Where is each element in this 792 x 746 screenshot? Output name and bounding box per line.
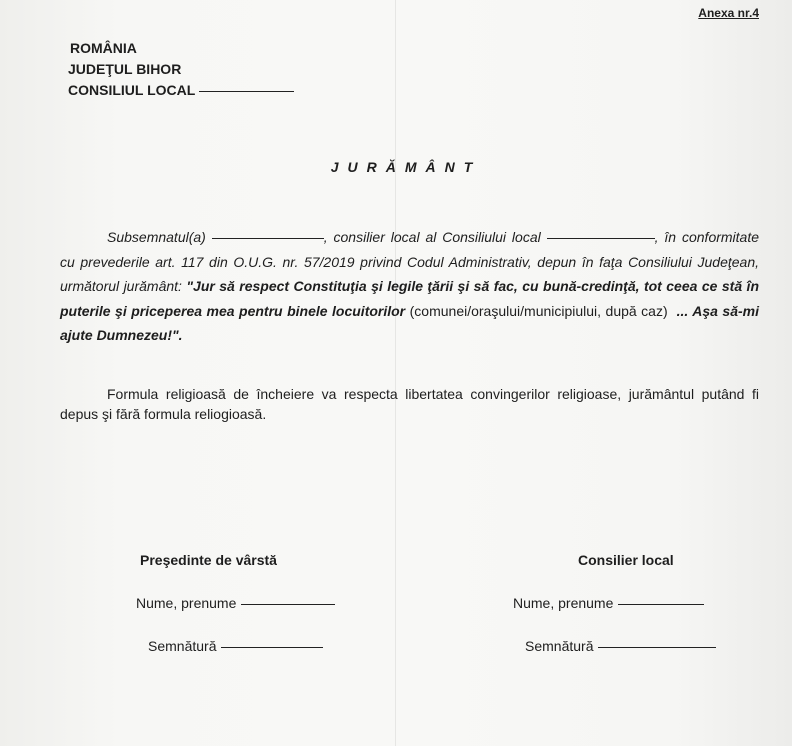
councillor-name-blank	[618, 604, 704, 605]
header-council: CONSILIUL LOCAL	[68, 82, 196, 98]
header-county: JUDEŢUL BIHOR	[68, 61, 182, 77]
president-name-blank	[241, 604, 335, 605]
oath-paragraph	[60, 225, 759, 348]
councillor-signature-label: Semnătură	[525, 638, 594, 654]
header-council-line	[68, 80, 294, 101]
councillor-name-row	[513, 595, 704, 611]
locality-blank	[547, 238, 655, 239]
annex-number: Anexa nr.4	[698, 6, 759, 20]
president-signature-blank	[221, 647, 323, 648]
header-country: ROMÂNIA	[70, 40, 137, 56]
councillor-signature-blank	[598, 647, 716, 648]
document-header	[68, 38, 294, 101]
president-name-label: Nume, prenume	[136, 595, 237, 611]
document-title: JURĂMÂNT	[330, 159, 482, 175]
oath-intro-label: Subsemnatul(a)	[107, 229, 206, 245]
councillor-heading: Consilier local	[578, 552, 674, 568]
oath-quote: "Jur să respect Constituţia şi legile ţării şi să fac, cu bună-credinţă, tot ceea ce stă în puterile şi priceperea mea pentru binele locuitorilor	[60, 278, 759, 319]
president-heading: Preşedinte de vârstă	[140, 552, 277, 568]
councillor-signature-row	[525, 638, 716, 654]
oath-locality-note: (comunei/oraşului/municipiului, după caz)	[409, 302, 668, 319]
councillor-name-label: Nume, prenume	[513, 595, 614, 611]
formula-note	[60, 384, 759, 424]
oath-council-label: , consilier local al Consiliului local	[323, 229, 541, 245]
page-fold	[395, 0, 396, 746]
president-signature-label: Semnătură	[148, 638, 217, 654]
formula-note-text: Formula religioasă de încheiere va respecta libertatea convingerilor religioase, jurământul putând fi depus şi fără formula reliogioasă.	[60, 386, 759, 422]
oath-closing: ... Aşa să-mi ajute Dumnezeu!".	[60, 302, 760, 343]
president-name-row	[136, 595, 335, 611]
name-blank	[212, 238, 324, 239]
council-name-blank	[199, 91, 294, 92]
president-signature-row	[148, 638, 323, 654]
oath-legal-text: , în conformitate cu prevederile art. 117 din O.U.G. nr. 57/2019 privind Codul Administrativ, depun în faţa Consiliului Judeţean, următorul jurământ:	[60, 229, 760, 294]
